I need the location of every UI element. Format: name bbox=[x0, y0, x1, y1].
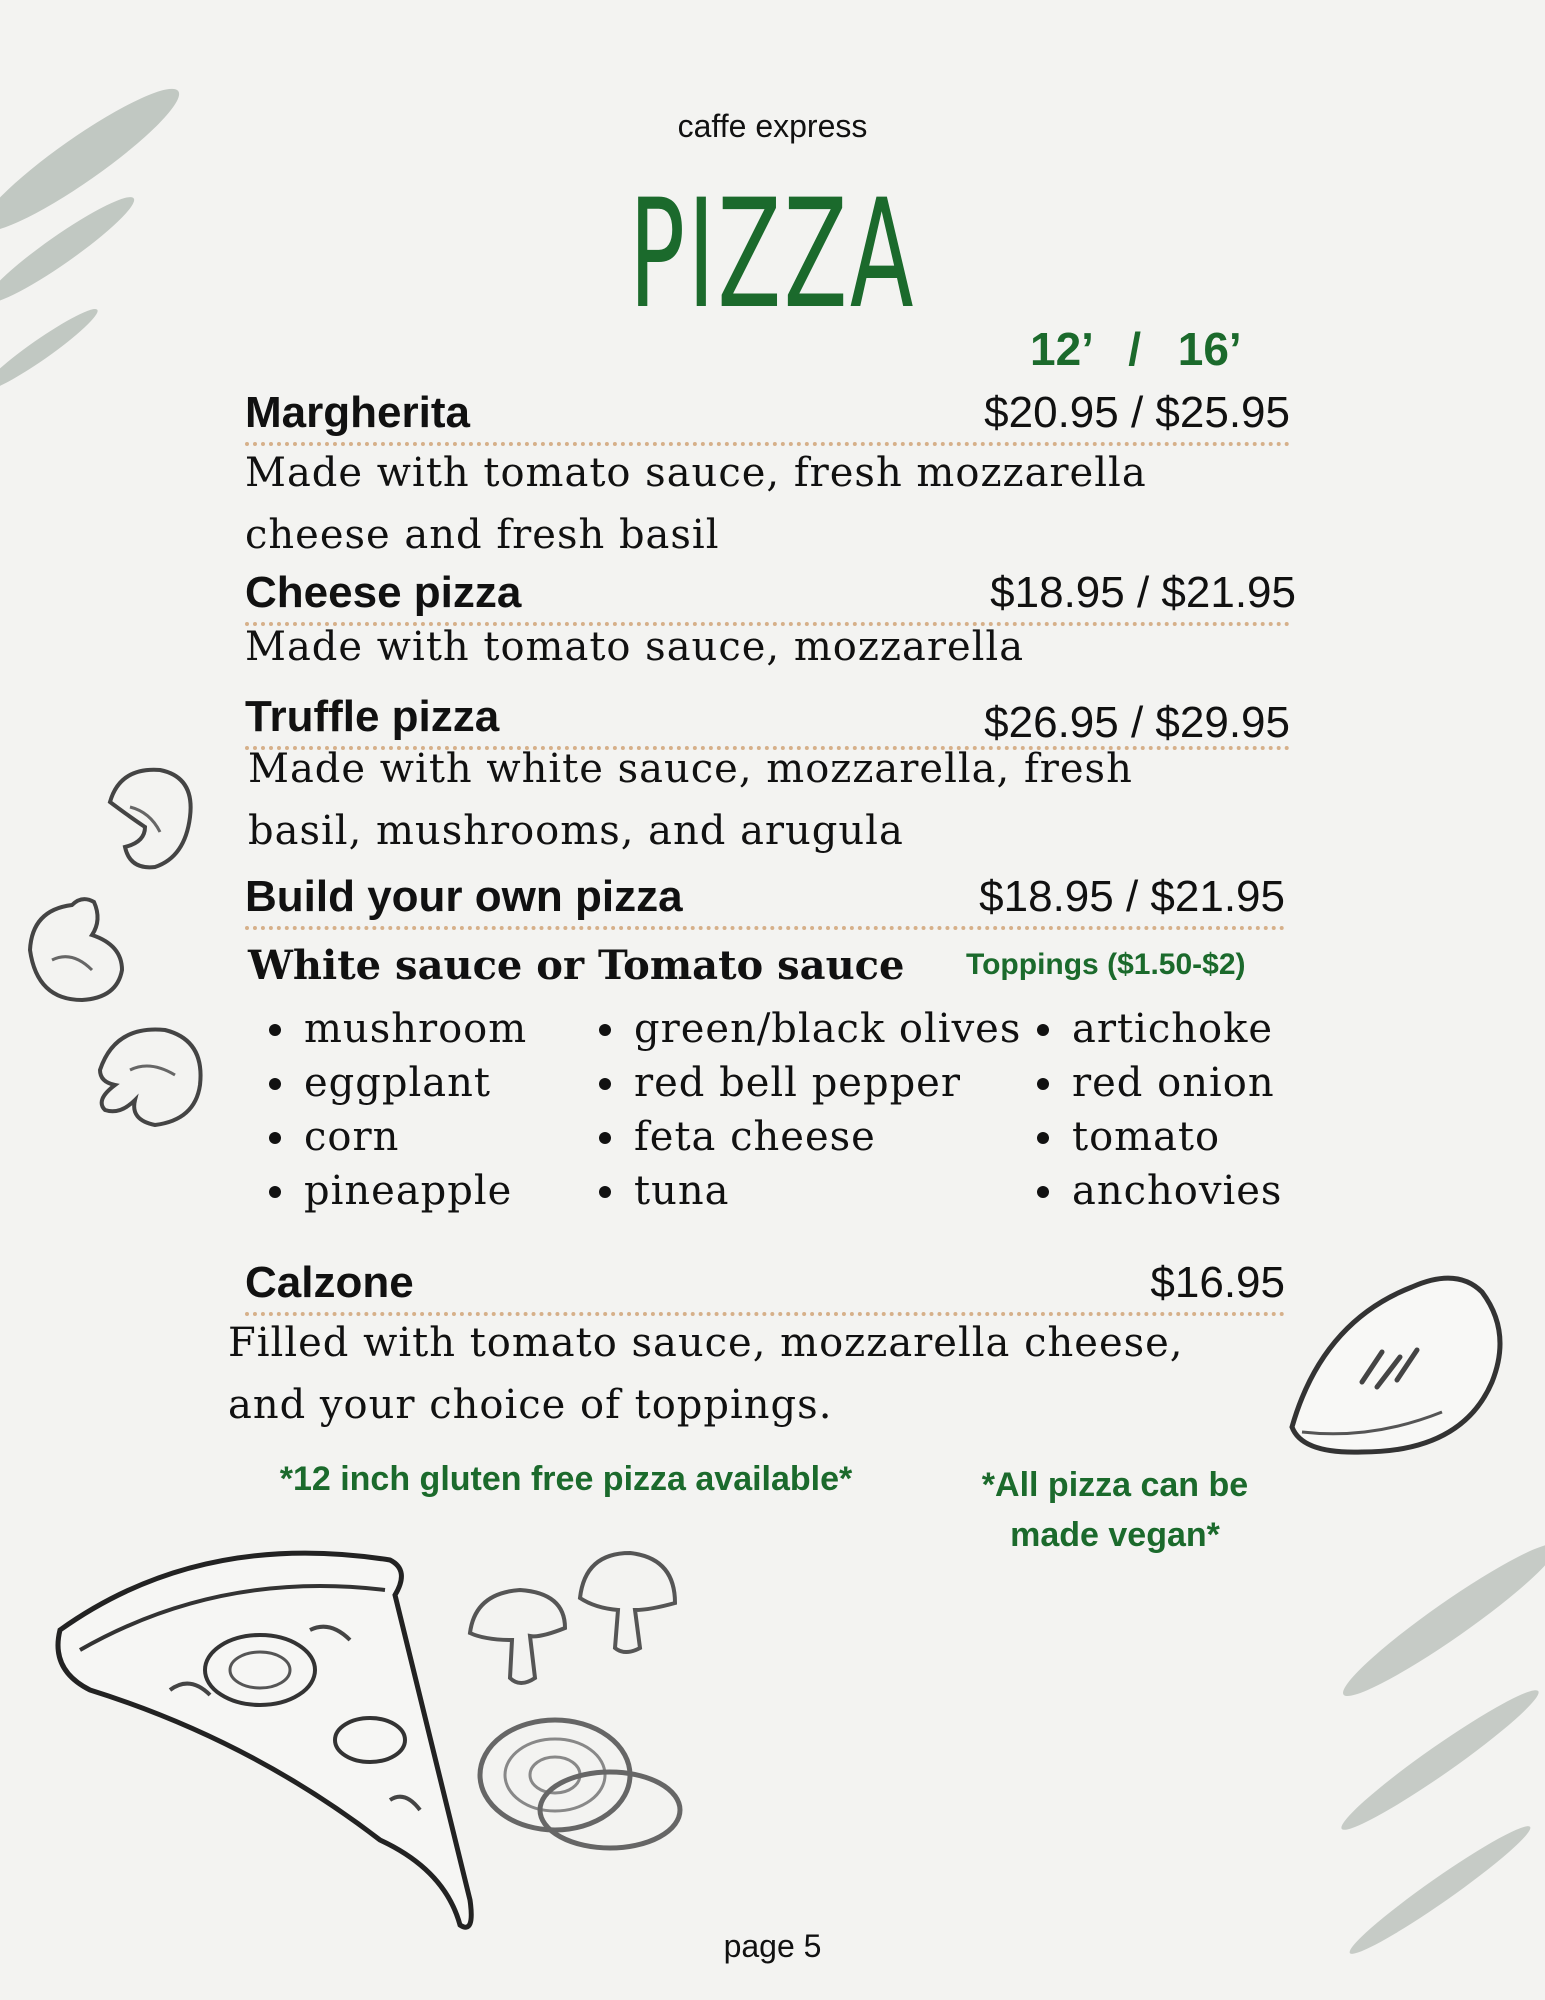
item-description: Filled with tomato sauce, mozzarella cheese, and your choice of toppings. bbox=[228, 1320, 1184, 1428]
page-number: page 5 bbox=[723, 1928, 822, 1964]
topping-item: • red bell pepper bbox=[630, 1056, 1021, 1110]
pizza-slice-icon bbox=[50, 1540, 490, 1940]
topping-item: • eggplant bbox=[300, 1056, 527, 1110]
texture-brush-marks-top-left bbox=[0, 20, 320, 440]
brand-name: caffe express bbox=[677, 108, 868, 144]
gluten-free-note: *12 inch gluten free pizza available* bbox=[279, 1460, 853, 1498]
item-name: Margherita bbox=[245, 388, 470, 437]
item-price: $20.95 / $25.95 bbox=[984, 388, 1290, 437]
item-description: Made with tomato sauce, mozzarella bbox=[245, 624, 1025, 670]
mushroom-icon bbox=[22, 890, 132, 1005]
item-name: Calzone bbox=[245, 1258, 414, 1307]
mushroom-icon bbox=[90, 1020, 210, 1130]
topping-item: • anchovies bbox=[1068, 1164, 1282, 1218]
topping-item: • corn bbox=[300, 1110, 527, 1164]
size-header: 12’ / 16’ bbox=[1030, 323, 1242, 375]
topping-item: • green/black olives bbox=[630, 1002, 1021, 1056]
item-price: $26.95 / $29.95 bbox=[984, 698, 1290, 747]
mushroom-icon bbox=[460, 1548, 690, 1708]
item-price: $16.95 bbox=[1150, 1258, 1285, 1307]
topping-item: • red onion bbox=[1068, 1056, 1282, 1110]
menu-item-build-your-own bbox=[245, 870, 1285, 930]
calzone-icon bbox=[1282, 1262, 1512, 1462]
item-name: Cheese pizza bbox=[245, 568, 522, 617]
topping-item: • pineapple bbox=[300, 1164, 527, 1218]
item-description: Made with white sauce, mozzarella, fresh basil, mushrooms, and arugula bbox=[248, 746, 1133, 854]
vegan-note: *All pizza can be made vegan* bbox=[981, 1466, 1249, 1554]
topping-item: • tuna bbox=[630, 1164, 1021, 1218]
menu-item-calzone bbox=[245, 1256, 1285, 1316]
item-description: Made with tomato sauce, fresh mozzarella cheese and fresh basil bbox=[245, 450, 1147, 558]
item-price: $18.95 / $21.95 bbox=[990, 568, 1296, 617]
toppings-price-label: Toppings ($1.50-$2) bbox=[966, 948, 1246, 981]
menu-item-margherita bbox=[245, 386, 1290, 446]
onion-slice-icon bbox=[470, 1710, 690, 1860]
topping-item: • artichoke bbox=[1068, 1002, 1282, 1056]
item-name: Truffle pizza bbox=[245, 692, 500, 741]
topping-item: • mushroom bbox=[300, 1002, 527, 1056]
mushroom-icon bbox=[100, 762, 200, 872]
texture-brush-marks-bottom-right bbox=[1240, 1500, 1545, 1960]
toppings-column-1 bbox=[262, 1002, 527, 1218]
item-price: $18.95 / $21.95 bbox=[979, 872, 1285, 921]
toppings-column-3 bbox=[1030, 1002, 1282, 1218]
page-title: PIZZA bbox=[629, 168, 916, 342]
topping-item: • feta cheese bbox=[630, 1110, 1021, 1164]
item-name: Build your own pizza bbox=[245, 872, 683, 921]
topping-item: • tomato bbox=[1068, 1110, 1282, 1164]
sauce-choice: White sauce or Tomato sauce bbox=[248, 942, 905, 989]
toppings-column-2 bbox=[592, 1002, 1021, 1218]
